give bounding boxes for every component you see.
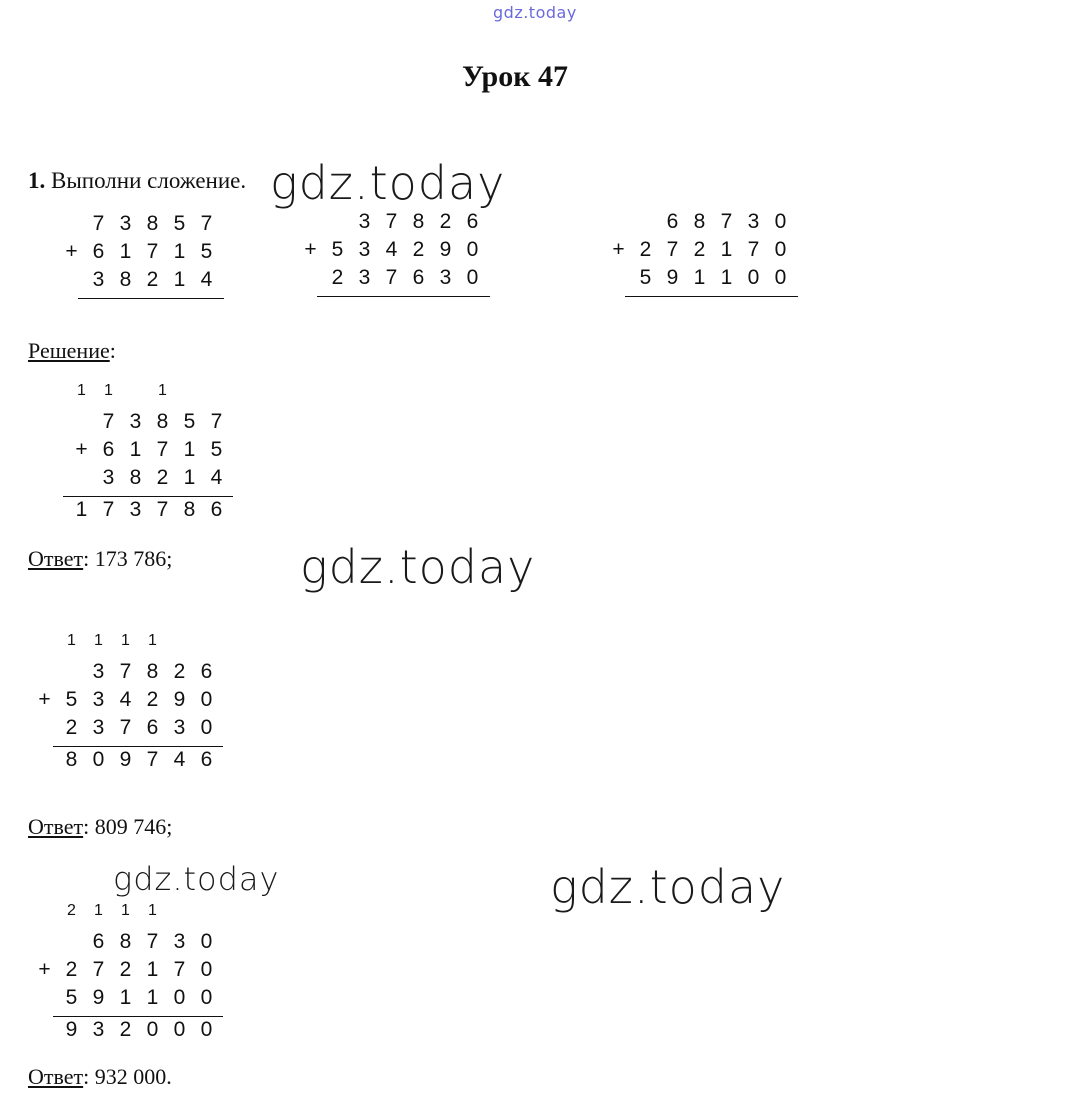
result-line (317, 296, 490, 297)
carry-digit: 1 (121, 632, 130, 649)
answer-label: Ответ (28, 814, 84, 839)
digit: 9 (92, 986, 105, 1009)
digit: 1 (119, 240, 132, 263)
digit: 7 (385, 266, 398, 289)
digit: 4 (119, 688, 132, 711)
digit: 3 (173, 716, 186, 739)
digit: 0 (200, 716, 213, 739)
plus-sign: + (612, 238, 625, 261)
watermark: gdz.today (550, 860, 786, 914)
digit: 8 (146, 660, 159, 683)
plus-sign: + (38, 958, 51, 981)
plus-sign: + (304, 238, 317, 261)
digit: 1 (173, 268, 186, 291)
carry-digit: 1 (148, 902, 157, 919)
digit: 2 (639, 238, 652, 261)
digit: 0 (466, 238, 479, 261)
digit: 7 (200, 212, 213, 235)
digit: 5 (331, 238, 344, 261)
digit: 8 (119, 268, 132, 291)
digit: 2 (331, 266, 344, 289)
digit: 0 (747, 266, 760, 289)
digit: 7 (385, 210, 398, 233)
sum-line (53, 1016, 223, 1017)
digit: 3 (102, 466, 115, 489)
digit: 7 (119, 716, 132, 739)
digit: 8 (146, 212, 159, 235)
digit: 3 (358, 210, 371, 233)
digit: 3 (92, 268, 105, 291)
digit: 5 (210, 438, 223, 461)
answer-2 (28, 814, 172, 840)
digit: 8 (693, 210, 706, 233)
digit: 2 (156, 466, 169, 489)
digit: 6 (666, 210, 679, 233)
answer-value: : 173 786; (83, 546, 173, 571)
digit: 2 (65, 958, 78, 981)
digit: 7 (720, 210, 733, 233)
digit: 3 (92, 1018, 105, 1041)
digit: 1 (183, 438, 196, 461)
carry-digit: 1 (104, 382, 113, 399)
plus-sign: + (65, 240, 78, 263)
digit: 6 (210, 498, 223, 521)
digit: 7 (146, 748, 159, 771)
digit: 0 (200, 688, 213, 711)
digit: 1 (119, 986, 132, 1009)
digit: 1 (75, 498, 88, 521)
digit: 7 (102, 410, 115, 433)
answer-label: Ответ (28, 546, 84, 571)
digit: 0 (774, 266, 787, 289)
digit: 3 (358, 238, 371, 261)
digit: 6 (412, 266, 425, 289)
plus-sign: + (75, 438, 88, 461)
digit: 4 (210, 466, 223, 489)
carry-digit: 1 (67, 632, 76, 649)
digit: 7 (92, 958, 105, 981)
digit: 8 (183, 498, 196, 521)
digit: 6 (200, 748, 213, 771)
digit: 6 (92, 240, 105, 263)
digit: 5 (639, 266, 652, 289)
sum-line (63, 496, 233, 497)
digit: 8 (412, 210, 425, 233)
watermark: gdz.today (270, 156, 506, 210)
page-title: Урок 47 (461, 60, 569, 93)
carry-digit: 1 (121, 902, 130, 919)
result-line (625, 296, 798, 297)
digit: 5 (183, 410, 196, 433)
digit: 2 (439, 210, 452, 233)
digit: 1 (720, 238, 733, 261)
digit: 6 (92, 930, 105, 953)
carry-digit: 1 (158, 382, 167, 399)
digit: 7 (92, 212, 105, 235)
answer-value: : 809 746; (83, 814, 173, 839)
digit: 1 (146, 958, 159, 981)
answer-value: : 932 000. (83, 1064, 172, 1089)
answer-3 (28, 1064, 172, 1090)
digit: 6 (466, 210, 479, 233)
digit: 7 (102, 498, 115, 521)
digit: 2 (693, 238, 706, 261)
digit: 0 (466, 266, 479, 289)
digit: 1 (129, 438, 142, 461)
carry-digit: 1 (94, 632, 103, 649)
sum-line (53, 746, 223, 747)
digit: 1 (146, 986, 159, 1009)
digit: 5 (200, 240, 213, 263)
digit: 7 (156, 438, 169, 461)
digit: 2 (412, 238, 425, 261)
task-number: 1. (28, 168, 46, 193)
task-text: Выполни сложение. (51, 168, 247, 193)
digit: 1 (693, 266, 706, 289)
digit: 8 (156, 410, 169, 433)
digit: 0 (173, 986, 186, 1009)
digit: 9 (119, 748, 132, 771)
digit: 4 (173, 748, 186, 771)
digit: 0 (200, 1018, 213, 1041)
carry-digit: 2 (67, 902, 76, 919)
digit: 7 (666, 238, 679, 261)
digit: 8 (119, 930, 132, 953)
digit: 2 (65, 716, 78, 739)
digit: 8 (65, 748, 78, 771)
digit: 3 (129, 498, 142, 521)
task-heading (28, 168, 246, 194)
digit: 1 (720, 266, 733, 289)
digit: 9 (173, 688, 186, 711)
digit: 3 (92, 660, 105, 683)
digit: 7 (146, 240, 159, 263)
digit: 7 (146, 930, 159, 953)
digit: 3 (92, 716, 105, 739)
carry-digit: 1 (77, 382, 86, 399)
digit: 7 (119, 660, 132, 683)
digit: 0 (173, 1018, 186, 1041)
watermark-top: gdz.today (493, 3, 577, 22)
digit: 5 (65, 688, 78, 711)
digit: 1 (183, 466, 196, 489)
digit: 3 (747, 210, 760, 233)
digit: 1 (173, 240, 186, 263)
digit: 0 (774, 210, 787, 233)
result-line (78, 298, 224, 299)
digit: 3 (119, 212, 132, 235)
digit: 3 (173, 930, 186, 953)
digit: 9 (666, 266, 679, 289)
digit: 2 (146, 268, 159, 291)
digit: 0 (200, 958, 213, 981)
carry-digit: 1 (148, 632, 157, 649)
digit: 5 (173, 212, 186, 235)
digit: 6 (102, 438, 115, 461)
digit: 5 (65, 986, 78, 1009)
solution-label: Решение: (28, 338, 116, 363)
digit: 3 (439, 266, 452, 289)
digit: 0 (200, 930, 213, 953)
watermark: gdz.today (300, 540, 536, 594)
answer-1 (28, 546, 172, 572)
digit: 9 (439, 238, 452, 261)
digit: 2 (146, 688, 159, 711)
digit: 2 (119, 1018, 132, 1041)
digit: 2 (173, 660, 186, 683)
watermark: gdz.today (113, 860, 280, 898)
digit: 7 (156, 498, 169, 521)
digit: 6 (146, 716, 159, 739)
digit: 0 (92, 748, 105, 771)
digit: 0 (146, 1018, 159, 1041)
digit: 7 (210, 410, 223, 433)
plus-sign: + (38, 688, 51, 711)
digit: 0 (200, 986, 213, 1009)
digit: 6 (200, 660, 213, 683)
digit: 8 (129, 466, 142, 489)
digit: 3 (129, 410, 142, 433)
carry-digit: 1 (94, 902, 103, 919)
answer-label: Ответ (28, 1064, 84, 1089)
digit: 3 (92, 688, 105, 711)
digit: 7 (747, 238, 760, 261)
digit: 9 (65, 1018, 78, 1041)
digit: 4 (385, 238, 398, 261)
digit: 0 (774, 238, 787, 261)
digit: 3 (358, 266, 371, 289)
digit: 2 (119, 958, 132, 981)
digit: 4 (200, 268, 213, 291)
digit: 7 (173, 958, 186, 981)
